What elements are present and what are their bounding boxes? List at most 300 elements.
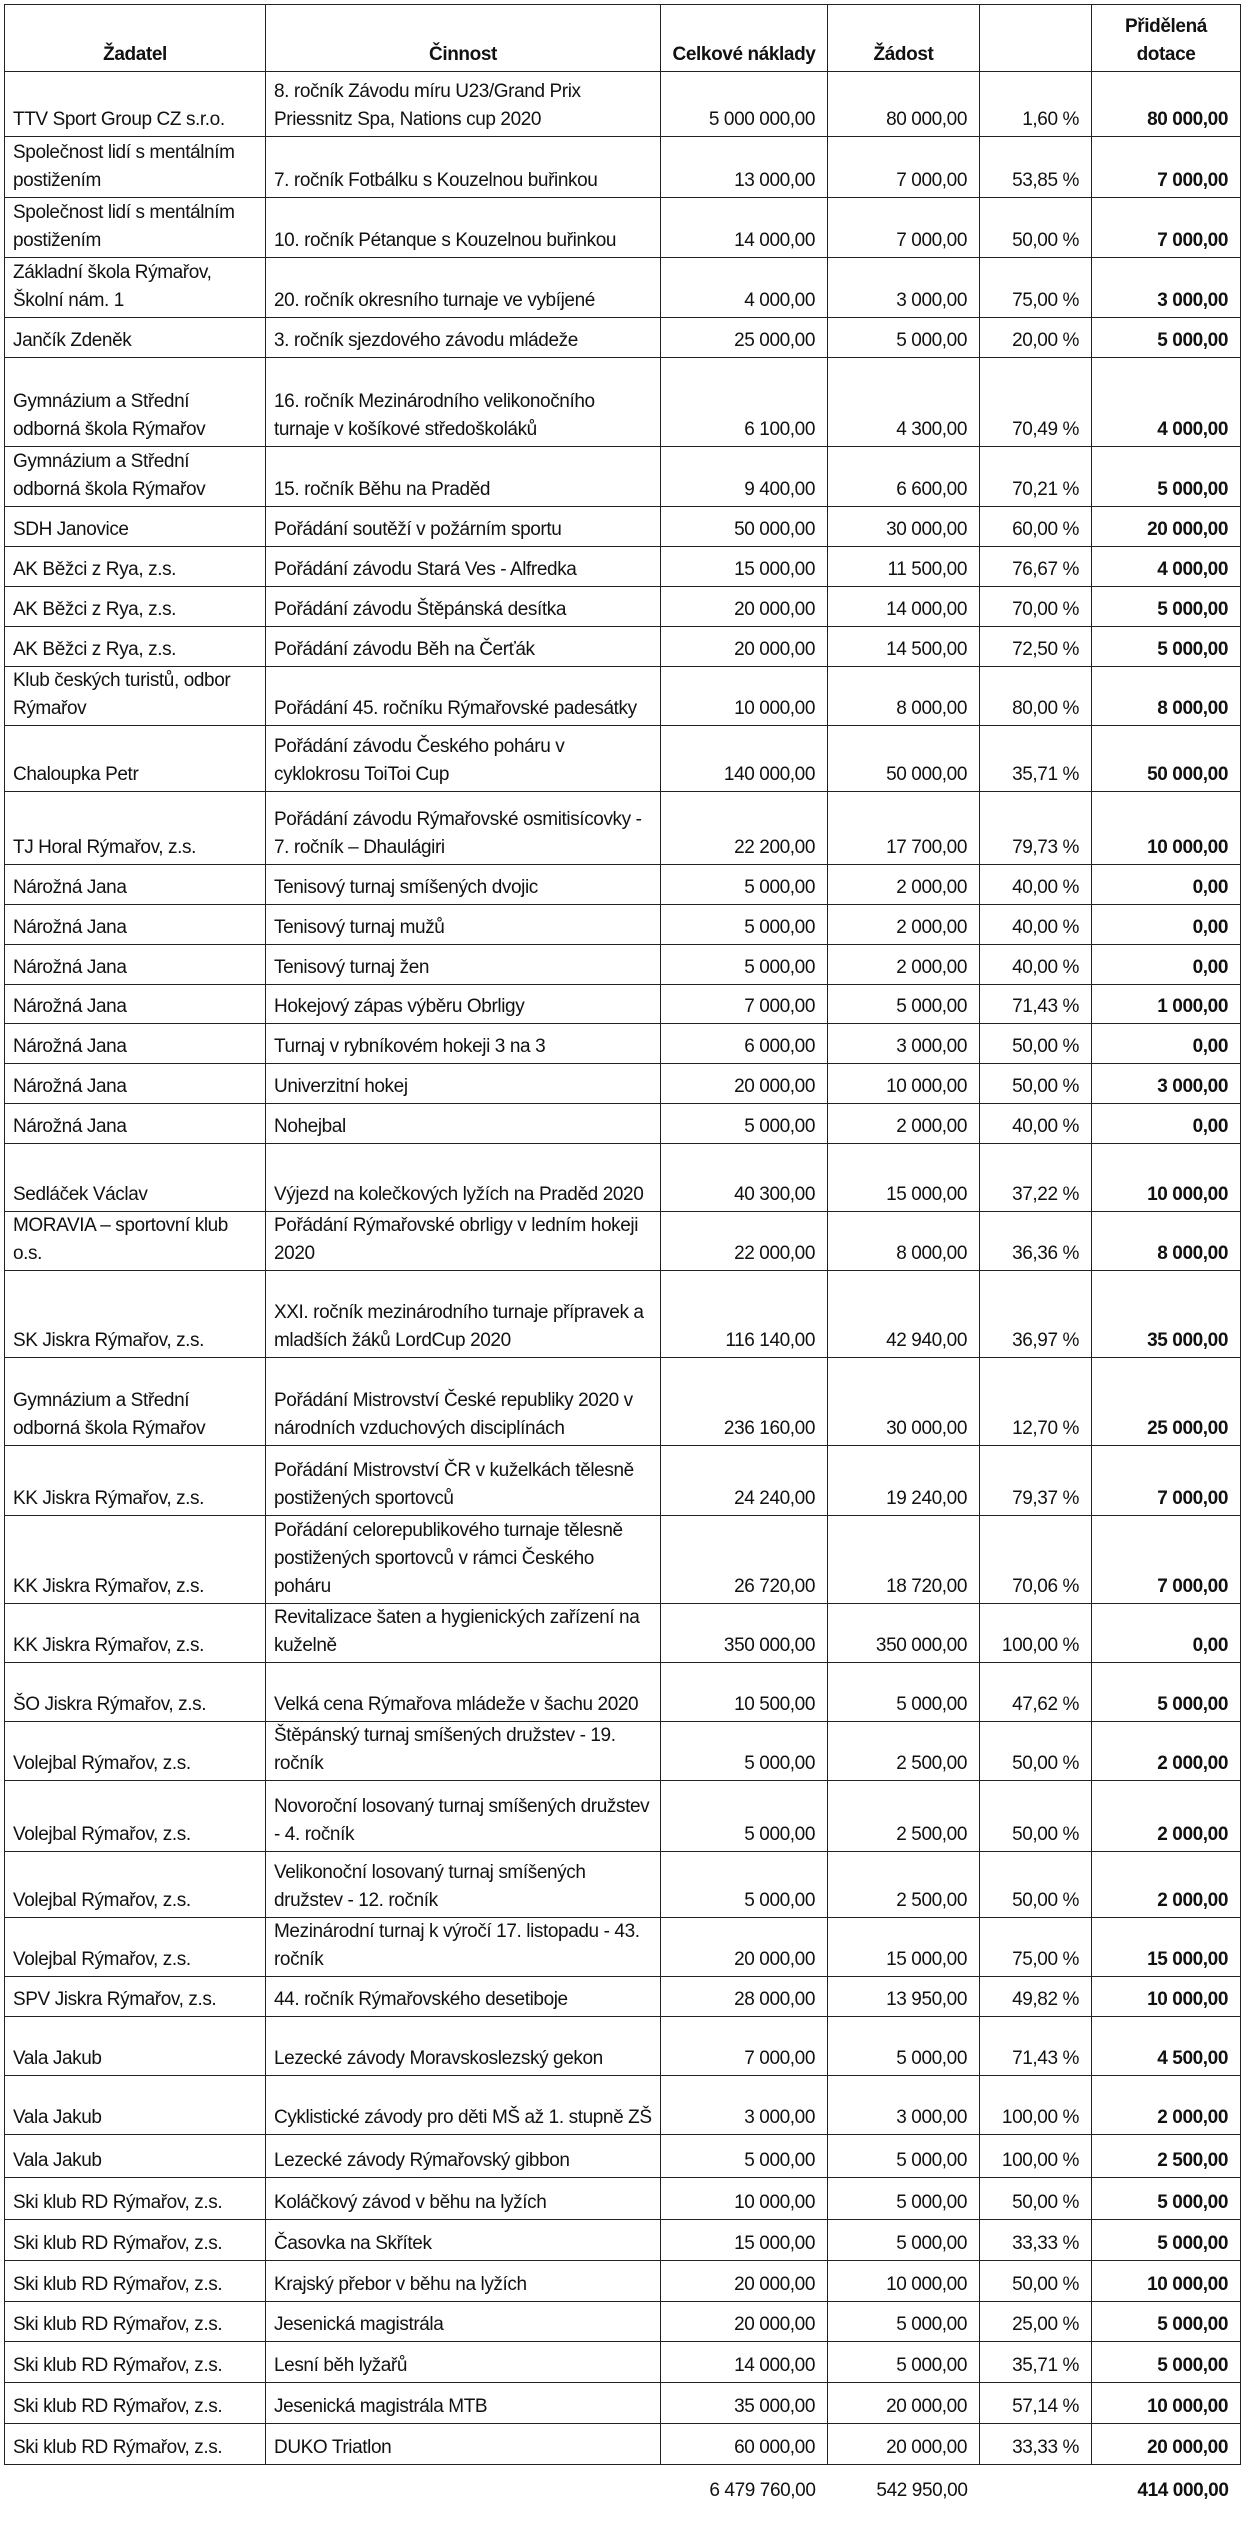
dotace-cell: 5 000,00 [1092, 2220, 1241, 2261]
table-row [5, 72, 1241, 137]
percent-cell: 53,85 % [980, 137, 1092, 198]
table-row [5, 2076, 1241, 2135]
cinnost-cell: Velká cena Rýmařova mládeže v šachu 2020 [266, 1663, 661, 1722]
table-row [5, 198, 1241, 258]
zadatel-cell: Společnost lidí s mentálním postižením [5, 137, 266, 198]
zadatel-cell: Gymnázium a Střední odborná škola Rýmařov [5, 1358, 266, 1446]
cinnost-cell: Koláčkový závod v běhu na lyžích [266, 2178, 661, 2220]
naklady-cell: 15 000,00 [661, 547, 828, 587]
zadatel-cell: MORAVIA – sportovní klub o.s. [5, 1212, 266, 1271]
zadatel-cell: Vala Jakub [5, 2076, 266, 2135]
dotace-cell: 7 000,00 [1092, 1516, 1241, 1604]
zadost-cell: 30 000,00 [828, 1358, 980, 1446]
naklady-cell: 5 000 000,00 [661, 72, 828, 137]
zadost-cell: 19 240,00 [828, 1446, 980, 1516]
dotace-cell: 5 000,00 [1092, 318, 1241, 358]
dotace-cell: 5 000,00 [1092, 1663, 1241, 1722]
zadatel-cell: Vala Jakub [5, 2135, 266, 2178]
header-celkove-naklady: Celkové náklady [661, 5, 828, 72]
naklady-cell: 9 400,00 [661, 447, 828, 507]
totals-empty-3 [980, 2465, 1092, 2508]
percent-cell: 1,60 % [980, 72, 1092, 137]
naklady-cell: 5 000,00 [661, 905, 828, 945]
dotace-cell: 10 000,00 [1092, 2261, 1241, 2302]
table-row [5, 2220, 1241, 2261]
dotace-cell: 2 000,00 [1092, 1781, 1241, 1852]
percent-cell: 37,22 % [980, 1144, 1092, 1212]
table-row [5, 447, 1241, 507]
zadatel-cell: Ski klub RD Rýmařov, z.s. [5, 2220, 266, 2261]
zadost-cell: 80 000,00 [828, 72, 980, 137]
zadatel-cell: AK Běžci z Rya, z.s. [5, 627, 266, 667]
table-row [5, 2261, 1241, 2302]
dotace-cell: 10 000,00 [1092, 1144, 1241, 1212]
percent-cell: 40,00 % [980, 905, 1092, 945]
percent-cell: 50,00 % [980, 1024, 1092, 1064]
percent-cell: 75,00 % [980, 258, 1092, 318]
zadatel-cell: Nárožná Jana [5, 865, 266, 905]
dotace-cell: 7 000,00 [1092, 1446, 1241, 1516]
naklady-cell: 5 000,00 [661, 2135, 828, 2178]
percent-cell: 12,70 % [980, 1358, 1092, 1446]
cinnost-cell: Jesenická magistrála MTB [266, 2383, 661, 2424]
dotace-cell: 4 000,00 [1092, 547, 1241, 587]
naklady-cell: 25 000,00 [661, 318, 828, 358]
dotace-cell: 5 000,00 [1092, 627, 1241, 667]
percent-cell: 71,43 % [980, 985, 1092, 1024]
cinnost-cell: Univerzitní hokej [266, 1064, 661, 1104]
percent-cell: 36,97 % [980, 1271, 1092, 1358]
table-row [5, 1918, 1241, 1977]
table-body [5, 72, 1241, 2465]
zadost-cell: 5 000,00 [828, 2017, 980, 2076]
zadatel-cell: Jančík Zdeněk [5, 318, 266, 358]
cinnost-cell: Pořádání závodu Běh na Čerťák [266, 627, 661, 667]
table-row [5, 2017, 1241, 2076]
zadost-cell: 2 000,00 [828, 1104, 980, 1144]
zadost-cell: 7 000,00 [828, 198, 980, 258]
cinnost-cell: Pořádání závodu Štěpánská desítka [266, 587, 661, 627]
cinnost-cell: Pořádání Mistrovství České republiky 2020 v národních vzduchových disciplínách [266, 1358, 661, 1446]
zadatel-cell: AK Běžci z Rya, z.s. [5, 587, 266, 627]
naklady-cell: 20 000,00 [661, 627, 828, 667]
zadost-cell: 2 500,00 [828, 1722, 980, 1781]
cinnost-cell: Pořádání závodu Rýmařovské osmitisícovky - 7. ročník – Dhaulágiri [266, 792, 661, 865]
percent-cell: 33,33 % [980, 2220, 1092, 2261]
naklady-cell: 20 000,00 [661, 2261, 828, 2302]
percent-cell: 57,14 % [980, 2383, 1092, 2424]
cinnost-cell: Časovka na Skřítek [266, 2220, 661, 2261]
percent-cell: 40,00 % [980, 1104, 1092, 1144]
dotace-cell: 5 000,00 [1092, 2342, 1241, 2383]
naklady-cell: 5 000,00 [661, 865, 828, 905]
table-row [5, 865, 1241, 905]
naklady-cell: 5 000,00 [661, 1722, 828, 1781]
zadost-cell: 5 000,00 [828, 318, 980, 358]
zadatel-cell: Ski klub RD Rýmařov, z.s. [5, 2261, 266, 2302]
naklady-cell: 20 000,00 [661, 1918, 828, 1977]
zadost-cell: 11 500,00 [828, 547, 980, 587]
total-naklady: 6 479 760,00 [709, 2480, 816, 2501]
dotace-cell: 4 000,00 [1092, 358, 1241, 447]
zadost-cell: 2 000,00 [828, 865, 980, 905]
total-dotace: 414 000,00 [1137, 2480, 1229, 2501]
cinnost-cell: 16. ročník Mezinárodního velikonočního turnaje v košíkové středoškoláků [266, 358, 661, 447]
zadost-cell: 3 000,00 [828, 2076, 980, 2135]
grant-allocation-table [4, 4, 1241, 2507]
zadatel-cell: Ski klub RD Rýmařov, z.s. [5, 2383, 266, 2424]
dotace-cell: 3 000,00 [1092, 258, 1241, 318]
percent-cell: 50,00 % [980, 1064, 1092, 1104]
zadatel-cell: Gymnázium a Střední odborná škola Rýmařov [5, 447, 266, 507]
table-row [5, 1516, 1241, 1604]
naklady-cell: 236 160,00 [661, 1358, 828, 1446]
zadost-cell: 5 000,00 [828, 2220, 980, 2261]
zadost-cell: 10 000,00 [828, 1064, 980, 1104]
table-row [5, 1064, 1241, 1104]
dotace-cell: 1 000,00 [1092, 985, 1241, 1024]
percent-cell: 71,43 % [980, 2017, 1092, 2076]
zadatel-cell: Nárožná Jana [5, 985, 266, 1024]
table-row [5, 2342, 1241, 2383]
cinnost-cell: 15. ročník Běhu na Praděd [266, 447, 661, 507]
naklady-cell: 5 000,00 [661, 1104, 828, 1144]
percent-cell: 25,00 % [980, 2302, 1092, 2342]
table-row [5, 667, 1241, 726]
cinnost-cell: DUKO Triatlon [266, 2424, 661, 2465]
naklady-cell: 5 000,00 [661, 1781, 828, 1852]
percent-cell: 79,37 % [980, 1446, 1092, 1516]
cinnost-cell: Krajský přebor v běhu na lyžích [266, 2261, 661, 2302]
percent-cell: 100,00 % [980, 2135, 1092, 2178]
dotace-cell: 10 000,00 [1092, 1977, 1241, 2017]
table-row [5, 627, 1241, 667]
table-row [5, 1212, 1241, 1271]
naklady-cell: 13 000,00 [661, 137, 828, 198]
table-row [5, 547, 1241, 587]
dotace-cell: 5 000,00 [1092, 2302, 1241, 2342]
table-row [5, 905, 1241, 945]
naklady-cell: 35 000,00 [661, 2383, 828, 2424]
percent-cell: 79,73 % [980, 792, 1092, 865]
naklady-cell: 7 000,00 [661, 985, 828, 1024]
table-row [5, 1781, 1241, 1852]
table-row [5, 2178, 1241, 2220]
cinnost-cell: 8. ročník Závodu míru U23/Grand Prix Priessnitz Spa, Nations cup 2020 [266, 72, 661, 137]
table-row [5, 2135, 1241, 2178]
zadatel-cell: TJ Horal Rýmařov, z.s. [5, 792, 266, 865]
cinnost-cell: Novoroční losovaný turnaj smíšených družstev - 4. ročník [266, 1781, 661, 1852]
totals-row [5, 2465, 1241, 2508]
zadost-cell: 5 000,00 [828, 2342, 980, 2383]
zadost-cell: 8 000,00 [828, 1212, 980, 1271]
percent-cell: 70,21 % [980, 447, 1092, 507]
percent-cell: 49,82 % [980, 1977, 1092, 2017]
zadatel-cell: Ski klub RD Rýmařov, z.s. [5, 2424, 266, 2465]
table-row [5, 1104, 1241, 1144]
zadatel-cell: SDH Janovice [5, 507, 266, 547]
zadost-cell: 13 950,00 [828, 1977, 980, 2017]
cinnost-cell: Turnaj v rybníkovém hokeji 3 na 3 [266, 1024, 661, 1064]
dotace-cell: 2 000,00 [1092, 1852, 1241, 1918]
percent-cell: 40,00 % [980, 865, 1092, 905]
zadatel-cell: SPV Jiskra Rýmařov, z.s. [5, 1977, 266, 2017]
cinnost-cell: XXI. ročník mezinárodního turnaje přípravek a mladších žáků LordCup 2020 [266, 1271, 661, 1358]
naklady-cell: 24 240,00 [661, 1446, 828, 1516]
header-row [5, 5, 1241, 72]
zadatel-cell: Nárožná Jana [5, 1104, 266, 1144]
naklady-cell: 22 200,00 [661, 792, 828, 865]
zadost-cell: 7 000,00 [828, 137, 980, 198]
dotace-cell: 2 000,00 [1092, 1722, 1241, 1781]
percent-cell: 40,00 % [980, 945, 1092, 985]
naklady-cell: 5 000,00 [661, 945, 828, 985]
zadost-cell: 2 500,00 [828, 1852, 980, 1918]
cinnost-cell: Tenisový turnaj mužů [266, 905, 661, 945]
percent-cell: 50,00 % [980, 2261, 1092, 2302]
zadatel-cell: Nárožná Jana [5, 905, 266, 945]
cinnost-cell: Nohejbal [266, 1104, 661, 1144]
zadost-cell: 14 000,00 [828, 587, 980, 627]
naklady-cell: 20 000,00 [661, 2302, 828, 2342]
zadatel-cell: Nárožná Jana [5, 1024, 266, 1064]
zadatel-cell: Volejbal Rýmařov, z.s. [5, 1918, 266, 1977]
zadost-cell: 8 000,00 [828, 667, 980, 726]
zadatel-cell: KK Jiskra Rýmařov, z.s. [5, 1446, 266, 1516]
dotace-cell: 25 000,00 [1092, 1358, 1241, 1446]
zadost-cell: 50 000,00 [828, 726, 980, 792]
zadost-cell: 15 000,00 [828, 1918, 980, 1977]
zadost-cell: 10 000,00 [828, 2261, 980, 2302]
naklady-cell: 4 000,00 [661, 258, 828, 318]
table-row [5, 985, 1241, 1024]
dotace-cell: 0,00 [1092, 1024, 1241, 1064]
cinnost-cell: 7. ročník Fotbálku s Kouzelnou buřinkou [266, 137, 661, 198]
dotace-cell: 35 000,00 [1092, 1271, 1241, 1358]
table-row [5, 1663, 1241, 1722]
table-row [5, 1852, 1241, 1918]
dotace-cell: 5 000,00 [1092, 447, 1241, 507]
naklady-cell: 26 720,00 [661, 1516, 828, 1604]
dotace-cell: 20 000,00 [1092, 507, 1241, 547]
dotace-cell: 0,00 [1092, 1604, 1241, 1663]
zadost-cell: 2 000,00 [828, 905, 980, 945]
dotace-cell: 0,00 [1092, 945, 1241, 985]
table-row [5, 2424, 1241, 2465]
zadatel-cell: Volejbal Rýmařov, z.s. [5, 1781, 266, 1852]
zadost-cell: 5 000,00 [828, 2178, 980, 2220]
header-cinnost: Činnost [266, 5, 661, 72]
dotace-cell: 50 000,00 [1092, 726, 1241, 792]
naklady-cell: 22 000,00 [661, 1212, 828, 1271]
naklady-cell: 6 000,00 [661, 1024, 828, 1064]
table-row [5, 318, 1241, 358]
table-row [5, 945, 1241, 985]
zadost-cell: 3 000,00 [828, 1024, 980, 1064]
zadatel-cell: Nárožná Jana [5, 945, 266, 985]
zadost-cell: 5 000,00 [828, 1663, 980, 1722]
dotace-cell: 8 000,00 [1092, 667, 1241, 726]
header-zadatel: Žadatel [5, 5, 266, 72]
dotace-cell: 80 000,00 [1092, 72, 1241, 137]
cinnost-cell: Štěpánský turnaj smíšených družstev - 19. ročník [266, 1722, 661, 1781]
total-zadost: 542 950,00 [876, 2480, 968, 2501]
zadost-cell: 42 940,00 [828, 1271, 980, 1358]
cinnost-cell: Cyklistické závody pro děti MŠ až 1. stupně ZŠ [266, 2076, 661, 2135]
zadost-cell: 30 000,00 [828, 507, 980, 547]
dotace-cell: 4 500,00 [1092, 2017, 1241, 2076]
totals-empty-2 [266, 2465, 661, 2508]
percent-cell: 47,62 % [980, 1663, 1092, 1722]
percent-cell: 72,50 % [980, 627, 1092, 667]
zadost-cell: 6 600,00 [828, 447, 980, 507]
percent-cell: 50,00 % [980, 198, 1092, 258]
cinnost-cell: Pořádání celorepublikového turnaje tělesně postižených sportovců v rámci Českého poháru [266, 1516, 661, 1604]
table-row [5, 1271, 1241, 1358]
naklady-cell: 50 000,00 [661, 507, 828, 547]
zadost-cell: 17 700,00 [828, 792, 980, 865]
percent-cell: 33,33 % [980, 2424, 1092, 2465]
zadost-cell: 18 720,00 [828, 1516, 980, 1604]
table-row [5, 792, 1241, 865]
percent-cell: 50,00 % [980, 1781, 1092, 1852]
table-row [5, 2302, 1241, 2342]
table-row [5, 726, 1241, 792]
cinnost-cell: Lesní běh lyžařů [266, 2342, 661, 2383]
zadatel-cell: Gymnázium a Střední odborná škola Rýmařov [5, 358, 266, 447]
percent-cell: 35,71 % [980, 2342, 1092, 2383]
cinnost-cell: Pořádání závodu Českého poháru v cyklokrosu ToiToi Cup [266, 726, 661, 792]
naklady-cell: 10 000,00 [661, 667, 828, 726]
cinnost-cell: Jesenická magistrála [266, 2302, 661, 2342]
dotace-cell: 0,00 [1092, 905, 1241, 945]
zadatel-cell: Sedláček Václav [5, 1144, 266, 1212]
percent-cell: 70,06 % [980, 1516, 1092, 1604]
table-row [5, 1446, 1241, 1516]
cinnost-cell: Pořádání 45. ročníku Rýmařovské padesátky [266, 667, 661, 726]
table-row [5, 2383, 1241, 2424]
cinnost-cell: 10. ročník Pétanque s Kouzelnou buřinkou [266, 198, 661, 258]
zadost-cell: 2 500,00 [828, 1781, 980, 1852]
naklady-cell: 10 500,00 [661, 1663, 828, 1722]
cinnost-cell: Revitalizace šaten a hygienických zařízení na kuželně [266, 1604, 661, 1663]
cinnost-cell: Pořádání závodu Stará Ves - Alfredka [266, 547, 661, 587]
zadost-cell: 14 500,00 [828, 627, 980, 667]
percent-cell: 100,00 % [980, 2076, 1092, 2135]
dotace-cell: 5 000,00 [1092, 2178, 1241, 2220]
naklady-cell: 15 000,00 [661, 2220, 828, 2261]
dotace-cell: 20 000,00 [1092, 2424, 1241, 2465]
percent-cell: 76,67 % [980, 547, 1092, 587]
dotace-cell: 3 000,00 [1092, 1064, 1241, 1104]
zadatel-cell: Ski klub RD Rýmařov, z.s. [5, 2178, 266, 2220]
table-row [5, 1604, 1241, 1663]
dotace-cell: 10 000,00 [1092, 792, 1241, 865]
zadatel-cell: Společnost lidí s mentálním postižením [5, 198, 266, 258]
table-row [5, 1024, 1241, 1064]
naklady-cell: 14 000,00 [661, 198, 828, 258]
naklady-cell: 28 000,00 [661, 1977, 828, 2017]
dotace-cell: 2 500,00 [1092, 2135, 1241, 2178]
percent-cell: 70,00 % [980, 587, 1092, 627]
zadatel-cell: KK Jiskra Rýmařov, z.s. [5, 1516, 266, 1604]
zadatel-cell: SK Jiskra Rýmařov, z.s. [5, 1271, 266, 1358]
percent-cell: 50,00 % [980, 1852, 1092, 1918]
zadatel-cell: KK Jiskra Rýmařov, z.s. [5, 1604, 266, 1663]
dotace-cell: 7 000,00 [1092, 198, 1241, 258]
zadost-cell: 5 000,00 [828, 985, 980, 1024]
zadatel-cell: Nárožná Jana [5, 1064, 266, 1104]
zadatel-cell: Volejbal Rýmařov, z.s. [5, 1852, 266, 1918]
naklady-cell: 7 000,00 [661, 2017, 828, 2076]
cinnost-cell: 3. ročník sjezdového závodu mládeže [266, 318, 661, 358]
dotace-cell: 15 000,00 [1092, 1918, 1241, 1977]
naklady-cell: 60 000,00 [661, 2424, 828, 2465]
naklady-cell: 20 000,00 [661, 587, 828, 627]
percent-cell: 35,71 % [980, 726, 1092, 792]
table-row [5, 1358, 1241, 1446]
cinnost-cell: Lezecké závody Moravskoslezský gekon [266, 2017, 661, 2076]
percent-cell: 70,49 % [980, 358, 1092, 447]
table-row [5, 137, 1241, 198]
cinnost-cell: Mezinárodní turnaj k výročí 17. listopadu - 43. ročník [266, 1918, 661, 1977]
zadatel-cell: Klub českých turistů, odbor Rýmařov [5, 667, 266, 726]
dotace-cell: 2 000,00 [1092, 2076, 1241, 2135]
dotace-cell: 7 000,00 [1092, 137, 1241, 198]
naklady-cell: 350 000,00 [661, 1604, 828, 1663]
percent-cell: 20,00 % [980, 318, 1092, 358]
table-row [5, 1722, 1241, 1781]
zadost-cell: 4 300,00 [828, 358, 980, 447]
zadost-cell: 2 000,00 [828, 945, 980, 985]
cinnost-cell: Velikonoční losovaný turnaj smíšených družstev - 12. ročník [266, 1852, 661, 1918]
naklady-cell: 3 000,00 [661, 2076, 828, 2135]
cinnost-cell: Pořádání soutěží v požárním sportu [266, 507, 661, 547]
naklady-cell: 20 000,00 [661, 1064, 828, 1104]
zadatel-cell: AK Běžci z Rya, z.s. [5, 547, 266, 587]
zadatel-cell: Základní škola Rýmařov, Školní nám. 1 [5, 258, 266, 318]
percent-cell: 50,00 % [980, 1722, 1092, 1781]
naklady-cell: 5 000,00 [661, 1852, 828, 1918]
table-row [5, 1144, 1241, 1212]
cinnost-cell: Hokejový zápas výběru Obrligy [266, 985, 661, 1024]
naklady-cell: 140 000,00 [661, 726, 828, 792]
cinnost-cell: Lezecké závody Rýmařovský gibbon [266, 2135, 661, 2178]
zadost-cell: 15 000,00 [828, 1144, 980, 1212]
zadost-cell: 3 000,00 [828, 258, 980, 318]
naklady-cell: 6 100,00 [661, 358, 828, 447]
cinnost-cell: 44. ročník Rýmařovského desetiboje [266, 1977, 661, 2017]
table-row [5, 507, 1241, 547]
cinnost-cell: Pořádání Mistrovství ČR v kuželkách tělesně postižených sportovců [266, 1446, 661, 1516]
totals-empty-1 [5, 2465, 266, 2508]
table-row [5, 1977, 1241, 2017]
zadatel-cell: Chaloupka Petr [5, 726, 266, 792]
naklady-cell: 10 000,00 [661, 2178, 828, 2220]
cinnost-cell: Pořádání Rýmařovské obrligy v ledním hokeji 2020 [266, 1212, 661, 1271]
zadatel-cell: Vala Jakub [5, 2017, 266, 2076]
percent-cell: 50,00 % [980, 2178, 1092, 2220]
dotace-cell: 8 000,00 [1092, 1212, 1241, 1271]
header-pridelena-dotace: Přidělená dotace [1092, 5, 1241, 72]
zadatel-cell: Ski klub RD Rýmařov, z.s. [5, 2342, 266, 2383]
zadost-cell: 350 000,00 [828, 1604, 980, 1663]
cinnost-cell: Výjezd na kolečkových lyžích na Praděd 2020 [266, 1144, 661, 1212]
cinnost-cell: 20. ročník okresního turnaje ve vybíjené [266, 258, 661, 318]
zadatel-cell: ŠO Jiskra Rýmařov, z.s. [5, 1663, 266, 1722]
dotace-cell: 5 000,00 [1092, 587, 1241, 627]
dotace-cell: 0,00 [1092, 865, 1241, 905]
